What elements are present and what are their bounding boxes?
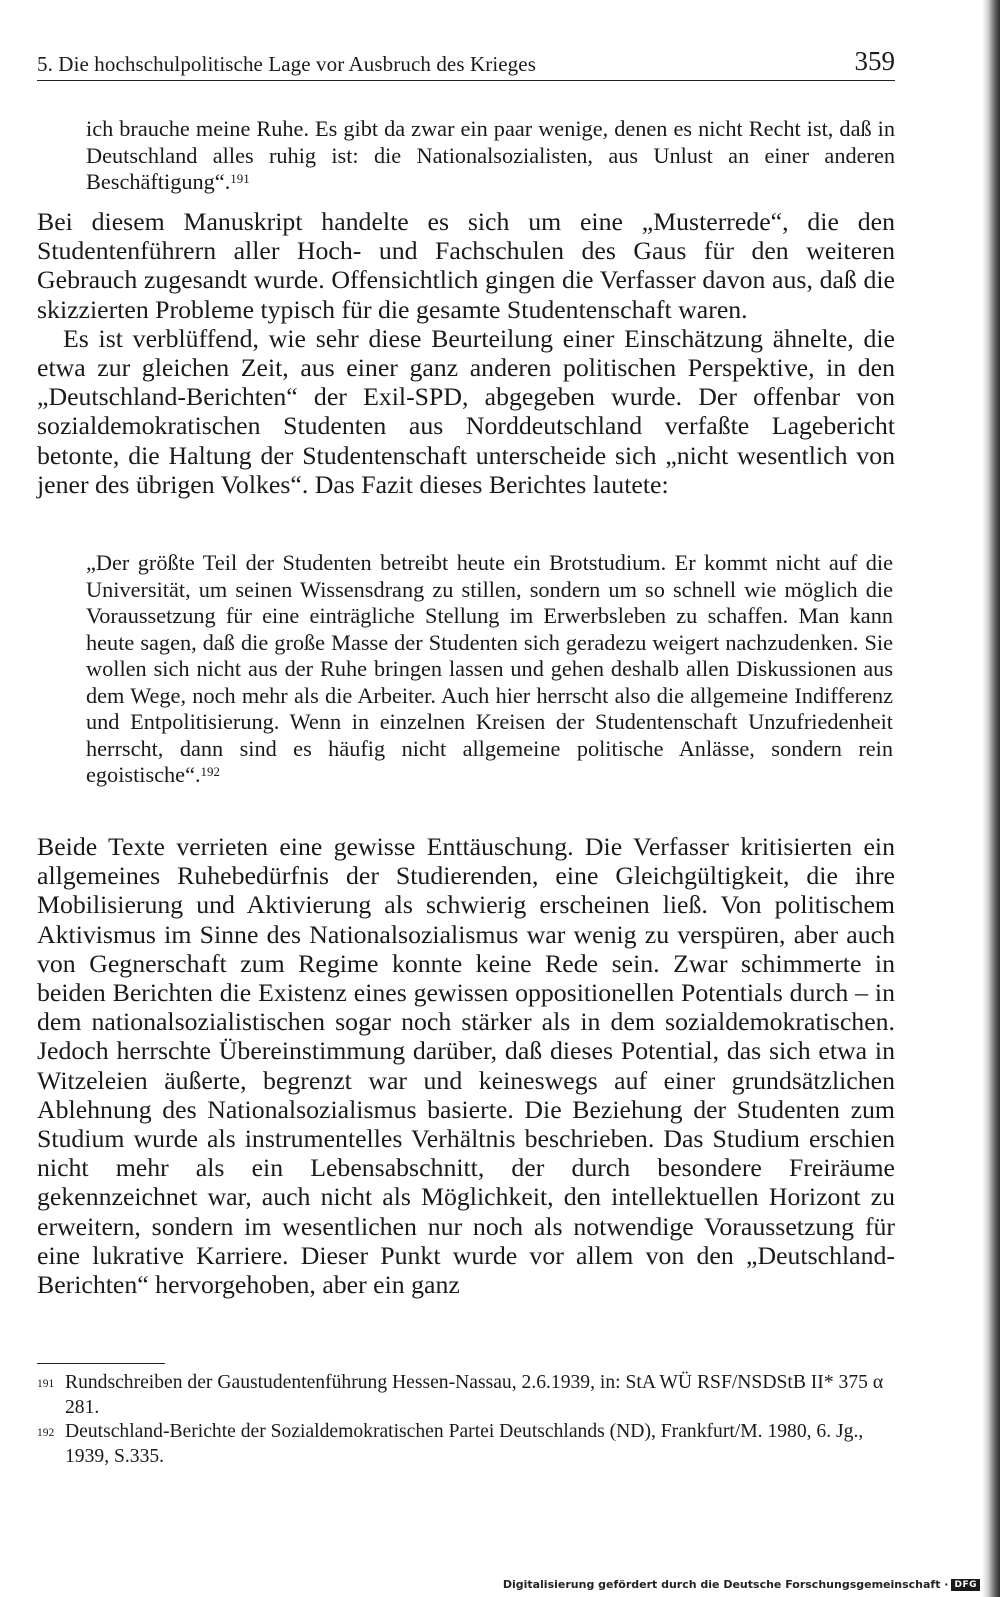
- footnote-ref-192[interactable]: 192: [200, 764, 220, 780]
- footnote-ref-191[interactable]: 191: [230, 171, 250, 187]
- credit-text: Digitalisierung gefördert durch die Deutsche Forschungsgemeinschaft ·: [502, 1578, 949, 1591]
- footnote-191: [37, 1371, 895, 1420]
- footnotes: [37, 1371, 895, 1469]
- block-quote-1: [86, 116, 895, 196]
- page-header: [37, 46, 895, 81]
- footnote-text: Deutschland-Berichte der Sozialdemokratischen Partei Deutschlands (ND), Frankfurt/M. 1980, 6. Jg., 1939, S.335.: [65, 1421, 864, 1467]
- paragraph: Beide Texte verrieten eine gewisse Enttäuschung. Die Verfasser kritisierten ein allgemeines Ruhebedürfnis der Studierenden, eine Gleichgültigkeit, die ihre Mobilisierung und Aktivierung als schwierig erscheinen ließ. Von politischem Aktivismus im Sinne des Nationalsozialismus war wenig zu verspüren, aber auch von Gegnerschaft zum Regime konnte keine Rede sein. Zwar schimmerte in beiden Berichten die Existenz eines gewissen oppositionellen Potentials durch – in dem nationalsozialistischen sogar noch stärker als in dem sozialdemokratischen. Jedoch herrschte Übereinstimmung darüber, daß dieses Potential, das sich etwa in Witzeleien äußerte, begrenzt war und keineswegs auf einer grundsätzlichen Ablehnung des Nationalsozialismus basierte. Die Beziehung der Studenten zum Studium wurde als instrumentelles Verhältnis beschrieben. Das Studium erschien nicht mehr als ein Lebensabschnitt, der durch besondere Freiräume gekennzeichnet war, auch nicht als Möglichkeit, den intellektuellen Horizont zu erweitern, sondern im wesentlichen nur noch als notwendige Voraussetzung für eine lukrative Karriere. Dieser Punkt wurde vor allem von den „Deutschland-Berichten“ hervorgehoben, aber ein ganz: [37, 832, 895, 1300]
- paragraph: Bei diesem Manuskript handelte es sich um eine „Musterrede“, die den Studentenführern aller Hoch- und Fachschulen des Gaus für den weiteren Gebrauch zugesandt wurde. Offensichtlich gingen die Verfasser davon aus, daß die skizzierten Probleme typisch für die gesamte Studentenschaft waren.: [37, 207, 895, 324]
- body-section-1: [37, 207, 895, 499]
- footnote-divider: [37, 1363, 165, 1364]
- paragraph: Es ist verblüffend, wie sehr diese Beurteilung einer Einschätzung ähnelte, die etwa zur gleichen Zeit, aus einer ganz anderen politischen Perspektive, in den „Deutschland-Berichten“ der Exil-SPD, abgegeben wurde. Der offenbar von sozialdemokratischen Studenten aus Norddeutschland verfaßte Lagebericht betonte, die Haltung der Studentenschaft unterscheide sich „nicht wesentlich von jener des übrigen Volkes“. Das Fazit dieses Berichtes lautete:: [37, 323, 895, 499]
- quote-1-text: ich brauche meine Ruhe. Es gibt da zwar ein paar wenige, denen es nicht Recht ist, daß in Deutschland alles ruhig ist: die Nationalsozialisten, aus Unlust an einer anderen Beschäftigung“.: [86, 116, 895, 194]
- page-number: 359: [854, 46, 895, 76]
- footnote-text: Rundschreiben der Gaustudentenführung Hessen-Nassau, 2.6.1939, in: StA WÜ RSF/NSDStB II* 375 α 281.: [65, 1372, 884, 1418]
- dfg-logo: DFG: [951, 1579, 980, 1591]
- dfg-credit: [503, 1578, 980, 1591]
- body-section-2: [37, 832, 895, 1299]
- running-title: 5. Die hochschulpolitische Lage vor Ausbruch des Krieges: [37, 52, 536, 76]
- quote-2-text: „Der größte Teil der Studenten betreibt heute ein Brotstudium. Er kommt nicht auf die Universität, um seinen Wissensdrang zu stillen, sondern um so schnell wie möglich die Voraussetzung für eine einträgliche Stellung im Erwerbsleben zu schaffen. Man kann heute sagen, daß die große Masse der Studenten sich geradezu weigert nachzudenken. Sie wollen sich nicht aus der Ruhe bringen lassen und gehen deshalb allen Diskussionen aus dem Wege, noch mehr als die Arbeiter. Auch hier herrscht also die allgemeine Indifferenz und Entpolitisierung. Wenn in einzelnen Kreisen der Studentenschaft Unzufriedenheit herrscht, dann sind es häufig nicht allgemeine politische Anlässe, sondern rein egoistische“.: [86, 550, 893, 787]
- footnote-number: 191: [37, 1378, 55, 1390]
- footnote-number: 192: [37, 1427, 55, 1439]
- footnote-192: [37, 1420, 895, 1469]
- block-quote-2: [86, 550, 893, 789]
- scan-page-edge: [982, 0, 1000, 1597]
